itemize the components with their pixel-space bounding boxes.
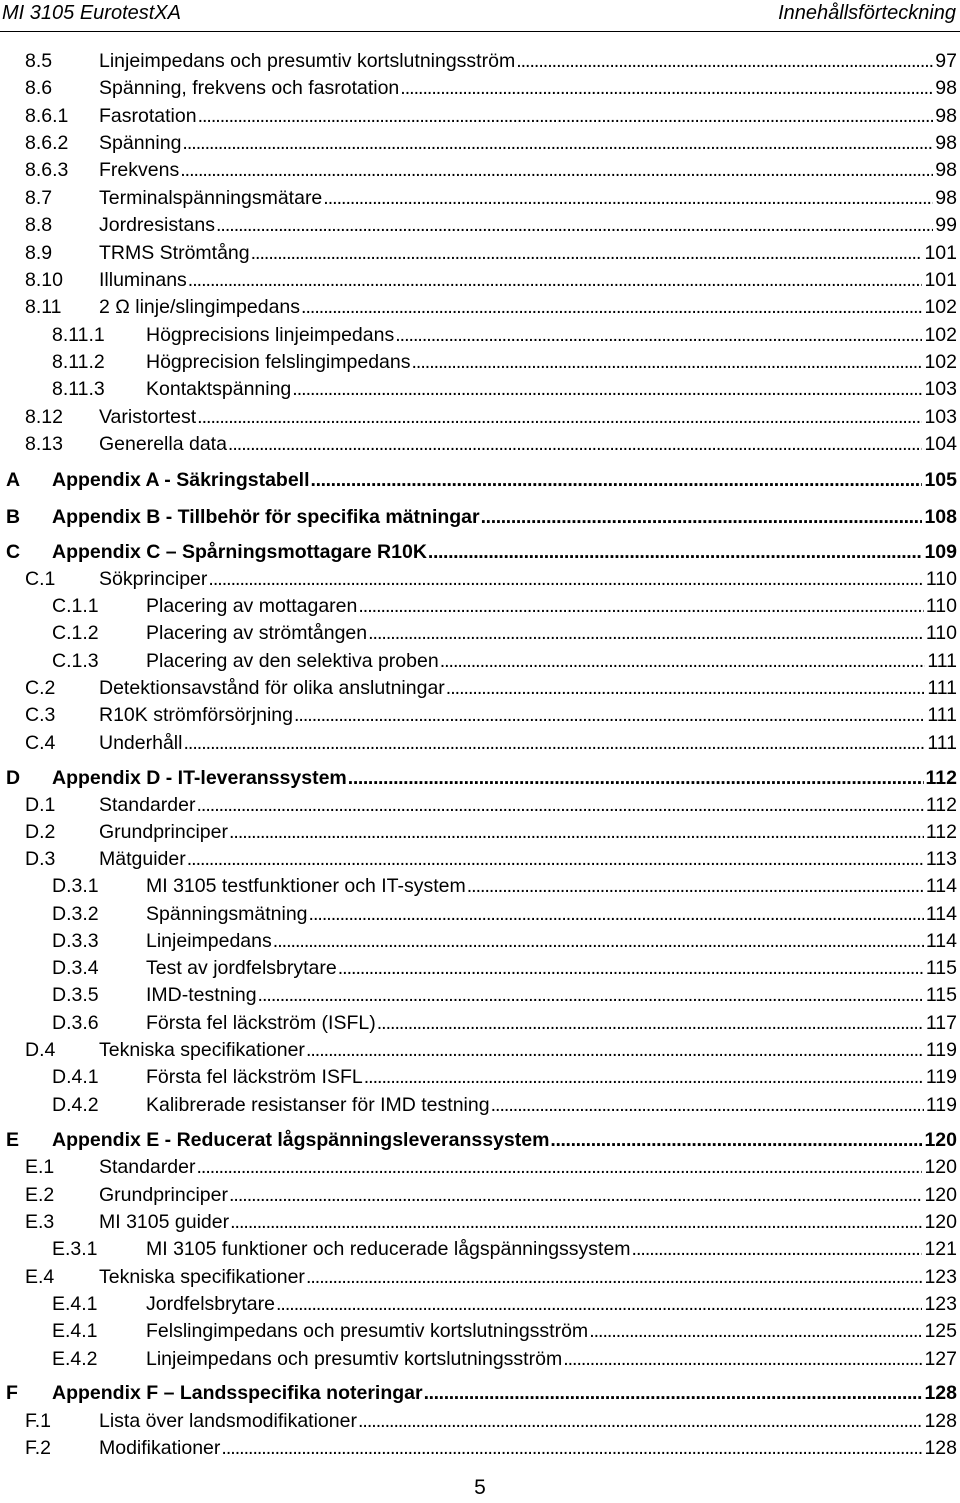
toc-entry-number: F.2 bbox=[25, 1437, 52, 1459]
toc-entry[interactable] bbox=[0, 1346, 957, 1373]
toc-entry-number: D.3.4 bbox=[52, 957, 99, 979]
toc-entry[interactable] bbox=[0, 792, 957, 819]
toc-entry[interactable] bbox=[0, 1127, 957, 1154]
toc-entry-number: 8.10 bbox=[25, 269, 63, 291]
toc-entry-page: 113 bbox=[925, 848, 957, 870]
toc-leader-dots bbox=[467, 873, 924, 900]
toc-entry-page: 112 bbox=[925, 767, 957, 789]
toc-entry[interactable] bbox=[0, 846, 957, 873]
toc-leader-dots bbox=[309, 901, 924, 928]
toc-entry-title: Sökprinciper bbox=[99, 568, 208, 590]
toc-entry-title: Appendix B - Tillbehör för specifika mätningar bbox=[52, 506, 480, 528]
toc-entry-title: Spänningsmätning bbox=[146, 903, 308, 925]
toc-entry[interactable] bbox=[0, 130, 957, 157]
toc-entry-title: Test av jordfelsbrytare bbox=[146, 957, 337, 979]
toc-entry-number: E.4.1 bbox=[52, 1320, 98, 1342]
toc-entry[interactable] bbox=[0, 593, 957, 620]
toc-entry-page: 119 bbox=[925, 1066, 957, 1088]
toc-entry-title: MI 3105 testfunktioner och IT-system bbox=[146, 875, 466, 897]
toc-entry-title: MI 3105 guider bbox=[99, 1211, 230, 1233]
toc-leader-dots bbox=[216, 212, 933, 239]
toc-entry-title: Högprecisions linjeimpedans bbox=[146, 324, 395, 346]
toc-entry-title: Placering av strömtången bbox=[146, 622, 368, 644]
toc-entry-page: 120 bbox=[924, 1156, 957, 1178]
toc-entry-page: 97 bbox=[935, 50, 957, 72]
toc-entry[interactable] bbox=[0, 75, 957, 102]
toc-entry-number: 8.11 bbox=[25, 296, 62, 318]
toc-leader-dots bbox=[358, 593, 924, 620]
toc-entry[interactable] bbox=[0, 467, 957, 494]
toc-leader-dots bbox=[188, 267, 923, 294]
toc-entry[interactable] bbox=[0, 1037, 957, 1064]
toc-leader-dots bbox=[228, 431, 923, 458]
toc-entry[interactable] bbox=[0, 675, 957, 702]
header-section-title: Innehållsförteckning bbox=[778, 2, 956, 24]
toc-entry-number: D.3.2 bbox=[52, 903, 99, 925]
toc-leader-dots bbox=[276, 1291, 922, 1318]
header-rule bbox=[0, 31, 960, 32]
toc-entry-title: Grundprinciper bbox=[99, 1184, 228, 1206]
toc-entry[interactable] bbox=[0, 539, 957, 566]
toc-entry-title: Kalibrerade resistanser för IMD testning bbox=[146, 1094, 490, 1116]
toc-entry-title: Frekvens bbox=[99, 159, 180, 181]
toc-entry-page: 98 bbox=[935, 77, 957, 99]
toc-entry-title: Jordresistans bbox=[99, 214, 215, 236]
toc-entry-page: 123 bbox=[924, 1266, 957, 1288]
toc-entry[interactable] bbox=[0, 1209, 957, 1236]
toc-leader-dots bbox=[411, 349, 922, 376]
toc-leader-dots bbox=[400, 75, 933, 102]
toc-entry-page: 110 bbox=[925, 595, 957, 617]
toc-entry-page: 102 bbox=[924, 296, 957, 318]
toc-entry-number: E bbox=[6, 1129, 20, 1151]
toc-entry-number: A bbox=[6, 469, 21, 491]
toc-entry-title: Standarder bbox=[99, 794, 196, 816]
toc-entry[interactable] bbox=[0, 157, 957, 184]
toc-entry-number: 8.12 bbox=[25, 406, 63, 428]
toc-leader-dots bbox=[424, 1380, 923, 1407]
toc-leader-dots bbox=[221, 1435, 922, 1462]
toc-entry-page: 121 bbox=[924, 1238, 957, 1260]
toc-leader-dots bbox=[338, 955, 924, 982]
toc-entry[interactable] bbox=[0, 349, 957, 376]
toc-entry-title: Grundprinciper bbox=[99, 821, 228, 843]
toc-entry[interactable] bbox=[0, 48, 957, 75]
toc-leader-dots bbox=[377, 1010, 924, 1037]
toc-entry-number: 8.6.2 bbox=[25, 132, 69, 154]
toc-entry[interactable] bbox=[0, 431, 957, 458]
toc-entry-number: E.4.1 bbox=[52, 1293, 98, 1315]
toc-entry[interactable] bbox=[0, 1182, 957, 1209]
toc-entry[interactable] bbox=[0, 1318, 957, 1345]
toc-entry[interactable] bbox=[0, 376, 957, 403]
page-number: 5 bbox=[474, 1476, 486, 1499]
toc-entry-page: 98 bbox=[935, 132, 957, 154]
toc-entry[interactable] bbox=[0, 648, 957, 675]
toc-entry[interactable] bbox=[0, 103, 957, 130]
toc-entry-title: Varistortest bbox=[99, 406, 197, 428]
toc-entry-title: R10K strömförsörjning bbox=[99, 704, 293, 726]
toc-entry-number: 8.11.1 bbox=[52, 324, 105, 346]
toc-entry-number: D.3 bbox=[25, 848, 56, 870]
toc-entry-title: Placering av den selektiva proben bbox=[146, 650, 439, 672]
toc-entry-page: 98 bbox=[935, 187, 957, 209]
toc-entry[interactable] bbox=[0, 1435, 957, 1462]
toc-entry-page: 98 bbox=[935, 159, 957, 181]
toc-entry-number: C.4 bbox=[25, 732, 56, 754]
toc-entry-title: Jordfelsbrytare bbox=[146, 1293, 275, 1315]
toc-leader-dots bbox=[364, 1064, 924, 1091]
toc-entry-title: Linjeimpedans och presumtiv kortslutningsström bbox=[146, 1348, 563, 1370]
toc-entry-number: 8.11.2 bbox=[52, 351, 105, 373]
toc-entry[interactable] bbox=[0, 267, 957, 294]
toc-entry-page: 111 bbox=[927, 677, 957, 699]
toc-entry-number: 8.8 bbox=[25, 214, 53, 236]
toc-entry-page: 115 bbox=[925, 984, 957, 1006]
toc-entry-page: 101 bbox=[924, 242, 957, 264]
toc-leader-dots bbox=[358, 1408, 922, 1435]
toc-entry-title: Linjeimpedans och presumtiv kortslutningsström bbox=[99, 50, 516, 72]
toc-entry[interactable] bbox=[0, 955, 957, 982]
toc-entry-page: 115 bbox=[925, 957, 957, 979]
toc-entry-number: D.3.1 bbox=[52, 875, 99, 897]
toc-entry-number: 8.11.3 bbox=[52, 378, 105, 400]
toc-entry-number: E.4.2 bbox=[52, 1348, 98, 1370]
toc-entry[interactable] bbox=[0, 240, 957, 267]
toc-entry-title: Spänning, frekvens och fasrotation bbox=[99, 77, 400, 99]
toc-entry[interactable] bbox=[0, 1154, 957, 1181]
toc-entry-page: 111 bbox=[927, 704, 957, 726]
toc-entry-title: Modifikationer bbox=[99, 1437, 221, 1459]
toc-entry-page: 99 bbox=[935, 214, 957, 236]
toc-leader-dots bbox=[348, 765, 924, 792]
toc-leader-dots bbox=[294, 702, 925, 729]
toc-entry-title: Appendix E - Reducerat lågspänningsleveranssystem bbox=[52, 1129, 550, 1151]
toc-entry-title: Tekniska specifikationer bbox=[99, 1039, 305, 1061]
toc-entry-page: 98 bbox=[935, 105, 957, 127]
toc-entry[interactable] bbox=[0, 185, 957, 212]
toc-entry-number: D.4 bbox=[25, 1039, 56, 1061]
toc-entry-page: 104 bbox=[924, 433, 957, 455]
toc-leader-dots bbox=[306, 1037, 924, 1064]
toc-entry-number: E.3.1 bbox=[52, 1238, 98, 1260]
toc-entry-page: 112 bbox=[925, 821, 957, 843]
toc-leader-dots bbox=[428, 539, 923, 566]
toc-entry-title: Första fel läckström ISFL bbox=[146, 1066, 363, 1088]
toc-leader-dots bbox=[323, 185, 933, 212]
toc-entry-page: 127 bbox=[924, 1348, 957, 1370]
toc-entry-number: 8.6 bbox=[25, 77, 53, 99]
toc-entry-title: Linjeimpedans bbox=[146, 930, 272, 952]
toc-entry-title: Första fel läckström (ISFL) bbox=[146, 1012, 376, 1034]
toc-entry[interactable] bbox=[0, 730, 957, 757]
toc-entry-title: Standarder bbox=[99, 1156, 196, 1178]
toc-entry-number: C.1.1 bbox=[52, 595, 99, 617]
toc-entry-number: 8.13 bbox=[25, 433, 63, 455]
toc-leader-dots bbox=[183, 730, 925, 757]
toc-entry-number: D.3.5 bbox=[52, 984, 99, 1006]
toc-leader-dots bbox=[258, 982, 924, 1009]
toc-entry-title: Detektionsavstånd för olika anslutningar bbox=[99, 677, 445, 699]
toc-entry-number: D bbox=[6, 767, 21, 789]
toc-entry-title: Generella data bbox=[99, 433, 227, 455]
toc-leader-dots bbox=[491, 1092, 924, 1119]
toc-entry-title: Felslingimpedans och presumtiv kortslutningsström bbox=[146, 1320, 589, 1342]
toc-entry[interactable] bbox=[0, 765, 957, 792]
toc-entry-title: Illuminans bbox=[99, 269, 187, 291]
toc-entry-number: 8.6.1 bbox=[25, 105, 69, 127]
toc-leader-dots bbox=[208, 566, 924, 593]
toc-entry-title: Fasrotation bbox=[99, 105, 197, 127]
toc-entry-number: 8.6.3 bbox=[25, 159, 69, 181]
toc-leader-dots bbox=[292, 376, 922, 403]
toc-entry[interactable] bbox=[0, 702, 957, 729]
toc-leader-dots bbox=[481, 504, 923, 531]
toc-entry-page: 111 bbox=[927, 732, 957, 754]
toc-entry-title: MI 3105 funktioner och reducerade lågspänningssystem bbox=[146, 1238, 631, 1260]
toc-entry-page: 128 bbox=[924, 1410, 957, 1432]
toc-entry[interactable] bbox=[0, 620, 957, 647]
toc-entry-page: 114 bbox=[925, 903, 957, 925]
toc-entry-number: C.3 bbox=[25, 704, 56, 726]
toc-entry-page: 123 bbox=[924, 1293, 957, 1315]
toc-entry-page: 111 bbox=[927, 650, 957, 672]
toc-entry-number: B bbox=[6, 506, 21, 528]
toc-leader-dots bbox=[306, 1264, 923, 1291]
toc-leader-dots bbox=[197, 404, 922, 431]
toc-leader-dots bbox=[180, 157, 933, 184]
toc-entry-title: Kontaktspänning bbox=[146, 378, 292, 400]
toc-entry-title: Terminalspänningsmätare bbox=[99, 187, 323, 209]
toc-entry-number: D.3.6 bbox=[52, 1012, 99, 1034]
toc-entry-title: TRMS Strömtång bbox=[99, 242, 250, 264]
toc-entry-title: Appendix D - IT-leveranssystem bbox=[52, 767, 347, 789]
toc-entry-page: 109 bbox=[924, 541, 957, 563]
toc-entry[interactable] bbox=[0, 1380, 957, 1407]
toc-entry[interactable] bbox=[0, 322, 957, 349]
toc-entry[interactable] bbox=[0, 819, 957, 846]
toc-entry-page: 103 bbox=[924, 406, 957, 428]
toc-entry-number: C.1.2 bbox=[52, 622, 99, 644]
toc-entry-number: C bbox=[6, 541, 21, 563]
toc-leader-dots bbox=[395, 322, 922, 349]
toc-entry-number: C.1 bbox=[25, 568, 56, 590]
toc-entry[interactable] bbox=[0, 1010, 957, 1037]
toc-entry-page: 112 bbox=[925, 794, 957, 816]
toc-leader-dots bbox=[198, 103, 934, 130]
toc-entry-title: Appendix A - Säkringstabell bbox=[52, 469, 310, 491]
toc-entry-page: 120 bbox=[924, 1129, 957, 1151]
toc-entry[interactable] bbox=[0, 212, 957, 239]
toc-entry[interactable] bbox=[0, 1092, 957, 1119]
toc-entry-page: 119 bbox=[925, 1039, 957, 1061]
toc-entry-title: Högprecision felslingimpedans bbox=[146, 351, 411, 373]
toc-leader-dots bbox=[187, 846, 924, 873]
toc-entry-number: D.1 bbox=[25, 794, 56, 816]
toc-entry[interactable] bbox=[0, 982, 957, 1009]
toc-leader-dots bbox=[311, 467, 923, 494]
toc-entry-page: 128 bbox=[924, 1382, 957, 1404]
toc-leader-dots bbox=[550, 1127, 922, 1154]
toc-entry-page: 114 bbox=[925, 930, 957, 952]
toc-entry-title: Underhåll bbox=[99, 732, 183, 754]
toc-entry-title: Mätguider bbox=[99, 848, 186, 870]
toc-leader-dots bbox=[273, 928, 924, 955]
toc-entry-page: 120 bbox=[924, 1184, 957, 1206]
toc-entry[interactable] bbox=[0, 1408, 957, 1435]
toc-entry-number: C.2 bbox=[25, 677, 56, 699]
toc-entry[interactable] bbox=[0, 1236, 957, 1263]
toc-entry-page: 125 bbox=[924, 1320, 957, 1342]
toc-entry-page: 108 bbox=[924, 506, 957, 528]
toc-entry-number: D.3.3 bbox=[52, 930, 99, 952]
toc-entry-number: E.4 bbox=[25, 1266, 55, 1288]
toc-leader-dots bbox=[229, 1182, 922, 1209]
toc-entry[interactable] bbox=[0, 1291, 957, 1318]
toc-entry-number: 8.7 bbox=[25, 187, 53, 209]
toc-entry[interactable] bbox=[0, 1264, 957, 1291]
toc-entry-page: 114 bbox=[925, 875, 957, 897]
toc-leader-dots bbox=[229, 819, 924, 846]
toc-leader-dots bbox=[446, 675, 926, 702]
toc-entry-number: D.4.2 bbox=[52, 1094, 99, 1116]
toc-entry[interactable] bbox=[0, 928, 957, 955]
toc-entry-number: E.2 bbox=[25, 1184, 55, 1206]
toc-entry-number: E.3 bbox=[25, 1211, 55, 1233]
toc-entry[interactable] bbox=[0, 294, 957, 321]
toc-leader-dots bbox=[589, 1318, 922, 1345]
toc-entry-page: 103 bbox=[924, 378, 957, 400]
toc-entry-number: F bbox=[6, 1382, 18, 1404]
toc-entry-number: F.1 bbox=[25, 1410, 52, 1432]
toc-leader-dots bbox=[196, 792, 923, 819]
toc-entry-title: Placering av mottagaren bbox=[146, 595, 358, 617]
toc-entry-title: IMD-testning bbox=[146, 984, 257, 1006]
toc-entry[interactable] bbox=[0, 1064, 957, 1091]
toc-entry-title: Lista över landsmodifikationer bbox=[99, 1410, 357, 1432]
toc-entry-page: 110 bbox=[925, 622, 957, 644]
toc-entry-number: C.1.3 bbox=[52, 650, 99, 672]
toc-entry[interactable] bbox=[0, 504, 957, 531]
toc-entry[interactable] bbox=[0, 901, 957, 928]
toc-entry[interactable] bbox=[0, 873, 957, 900]
toc-entry-page: 119 bbox=[925, 1094, 957, 1116]
page-header bbox=[0, 0, 960, 30]
toc-leader-dots bbox=[516, 48, 933, 75]
toc-entry-page: 110 bbox=[925, 568, 957, 590]
toc-entry-title: Appendix C – Spårningsmottagare R10K bbox=[52, 541, 427, 563]
toc-entry-number: D.2 bbox=[25, 821, 56, 843]
toc-entry[interactable] bbox=[0, 404, 957, 431]
toc-entry-title: Spänning bbox=[99, 132, 182, 154]
toc-entry-page: 105 bbox=[924, 469, 957, 491]
toc-leader-dots bbox=[440, 648, 926, 675]
toc-entry-title: Appendix F – Landsspecifika noteringar bbox=[52, 1382, 423, 1404]
toc-entry-page: 128 bbox=[924, 1437, 957, 1459]
toc-leader-dots bbox=[182, 130, 933, 157]
toc-entry-page: 120 bbox=[924, 1211, 957, 1233]
toc-entry-number: E.1 bbox=[25, 1156, 55, 1178]
toc-entry[interactable] bbox=[0, 566, 957, 593]
toc-entry-title: Tekniska specifikationer bbox=[99, 1266, 305, 1288]
toc-entry-page: 117 bbox=[925, 1012, 957, 1034]
toc-entry-page: 101 bbox=[924, 269, 957, 291]
toc-leader-dots bbox=[368, 620, 924, 647]
toc-leader-dots bbox=[251, 240, 923, 267]
toc-entry-title: 2 Ω linje/slingimpedans bbox=[99, 296, 301, 318]
toc-leader-dots bbox=[230, 1209, 922, 1236]
toc-leader-dots bbox=[563, 1346, 922, 1373]
toc-leader-dots bbox=[196, 1154, 922, 1181]
toc-entry-number: D.4.1 bbox=[52, 1066, 99, 1088]
toc-entry-page: 102 bbox=[924, 324, 957, 346]
toc-leader-dots bbox=[301, 294, 922, 321]
toc-entry-number: 8.5 bbox=[25, 50, 53, 72]
header-document-title: MI 3105 EurotestXA bbox=[2, 2, 181, 24]
toc-leader-dots bbox=[632, 1236, 923, 1263]
toc-entry-number: 8.9 bbox=[25, 242, 53, 264]
toc-entry-page: 102 bbox=[924, 351, 957, 373]
